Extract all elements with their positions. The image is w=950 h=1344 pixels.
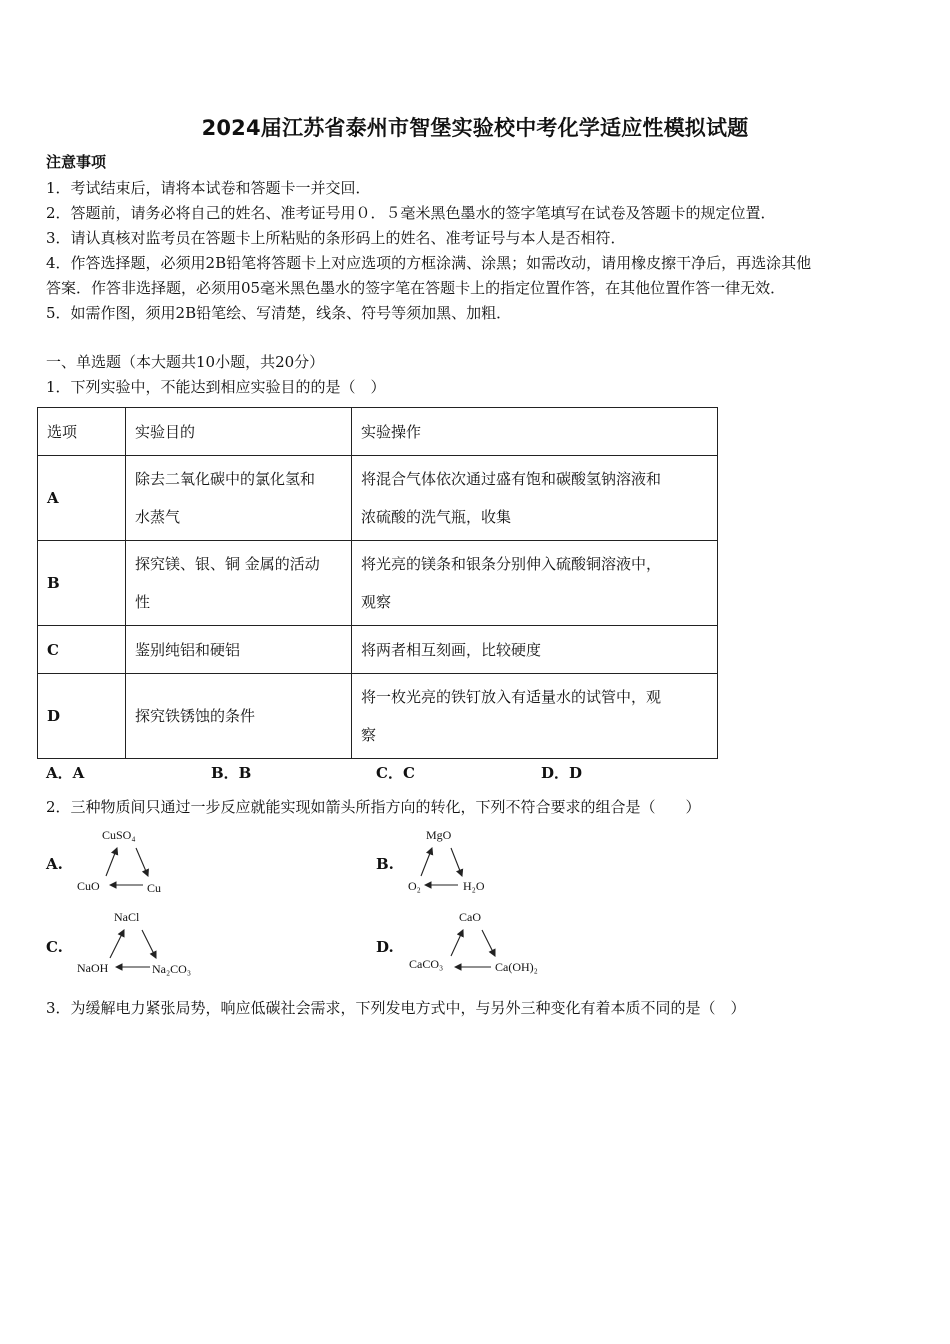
notice-item: 1．考试结束后，请将本试卷和答题卡一并交回． [46,179,371,197]
experiment-purpose: 探究镁、银、铜 金属的活动 性 [126,541,352,626]
diagram-top-compound: NaCl [114,910,140,924]
option-letter: D [38,674,126,759]
experiment-operation: 将光亮的镁条和银条分别伸入硫酸铜溶液中， 观察 [352,541,718,626]
diagram-right-compound: Ca(OH)₂ [495,960,538,974]
diagram-option-label: C. [46,938,63,956]
experiment-table [37,407,718,759]
option-letter: B [38,541,126,626]
diagram-option-label: D. [376,938,394,956]
option-letter: A [38,456,126,541]
notice-item: 2．答题前，请务必将自己的姓名、准考证号用０．５毫米黑色墨水的签字笔填写在试卷及答题卡的规定位置． [46,204,776,222]
answer-option: A．A [46,764,85,782]
notice-heading: 注意事项 [46,153,107,171]
table-row [38,456,718,541]
answer-option: C．C [376,764,415,782]
diagram-left-compound: O₂ [408,879,421,893]
question-2-stem: 2．三种物质间只通过一步反应就能实现如箭头所指方向的转化，下列不符合要求的组合是（ ） [46,798,701,816]
reaction-arrows [400,912,540,982]
experiment-operation: 将两者相互刻画，比较硬度 [352,626,718,674]
notice-item: 5．如需作图，须用2B铅笔绘、写清楚，线条、符号等须加黑、加粗． [46,304,512,322]
diagram-left-compound: CaCO₃ [409,957,444,971]
answer-option: B．B [211,764,252,782]
question-1-stem: 1．下列实验中，不能达到相应实验目的的是（ ） [46,378,386,396]
experiment-purpose: 鉴别纯铝和硬铝 [126,626,352,674]
section-heading: 一、单选题（本大题共10小题，共20分） [46,353,325,371]
experiment-operation: 将一枚光亮的铁钉放入有适量水的试管中，观 察 [352,674,718,759]
option-letter: C [38,626,126,674]
diagram-left-compound: NaOH [77,961,109,975]
table-header-cell: 实验操作 [352,408,718,456]
experiment-purpose: 除去二氧化碳中的氯化氢和 水蒸气 [126,456,352,541]
notice-item: 答案．作答非选择题，必须用05毫米黑色墨水的签字笔在答题卡上的指定位置作答，在其他位置作答一律无效． [46,279,786,297]
diagram-top-compound: CuSO₄ [102,828,136,842]
diagram-option-label: A. [46,855,63,873]
table-row [38,626,718,674]
table-header-cell: 选项 [38,408,126,456]
answer-option: D．D [541,764,583,782]
reaction-arrows [70,830,180,900]
notice-item: 4．作答选择题，必须用2B铅笔将答题卡上对应选项的方框涂满、涂黑；如需改动，请用橡皮擦干净后，再选涂其他 [46,254,812,272]
page-title: 2024届江苏省泰州市智堡实验校中考化学适应性模拟试题 [201,116,749,140]
diagram-right-compound: H₂O [463,879,485,893]
diagram-left-compound: CuO [77,879,100,893]
table-row [38,674,718,759]
reaction-arrows [70,912,200,982]
diagram-top-compound: CaO [459,910,481,924]
diagram-option-label: B. [376,855,394,873]
diagram-top-compound: MgO [426,828,452,842]
reaction-arrows [400,830,510,900]
table-header-cell: 实验目的 [126,408,352,456]
notice-item: 3．请认真核对监考员在答题卡上所粘贴的条形码上的姓名、准考证号与本人是否相符． [46,229,626,247]
table-row [38,541,718,626]
diagram-right-compound: Na₂CO₃ [152,962,192,976]
experiment-purpose: 探究铁锈蚀的条件 [126,674,352,759]
experiment-operation: 将混合气体依次通过盛有饱和碳酸氢钠溶液和 浓硫酸的洗气瓶，收集 [352,456,718,541]
diagram-right-compound: Cu [147,881,162,895]
question-3-stem: 3．为缓解电力紧张局势，响应低碳社会需求，下列发电方式中，与另外三种变化有着本质不同的是（ ） [46,999,746,1017]
table-header-row [38,408,718,456]
